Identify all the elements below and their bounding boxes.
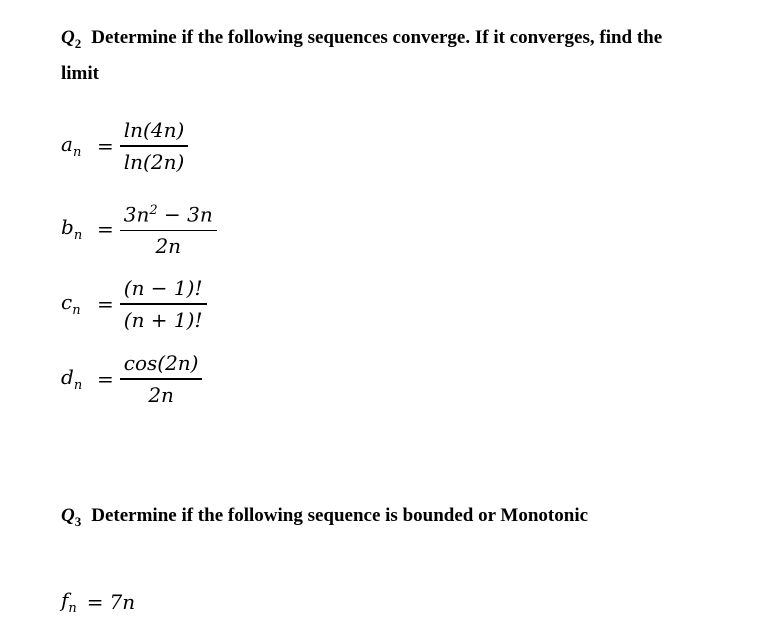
lhs-c: $c_n$ <box>61 289 81 318</box>
equation-f <box>61 588 135 616</box>
numerator-b: $3n^2 - 3n$ <box>123 202 213 227</box>
numerator-d: cos(2n) <box>123 351 199 375</box>
q3-heading <box>61 505 588 530</box>
fraction-b <box>120 196 217 261</box>
equals-sign: = <box>97 366 114 391</box>
fraction-d <box>120 348 203 410</box>
denominator-b: 2n <box>155 234 182 259</box>
lhs-d: $d_n$ <box>61 364 83 393</box>
denominator-c: (n + 1)! <box>123 307 203 332</box>
lhs-b: $b_n$ <box>61 214 83 243</box>
equation-b <box>61 196 217 261</box>
q3-label: $Q_3$ <box>61 505 82 529</box>
numerator-c: (n − 1)! <box>123 276 203 300</box>
fraction-a <box>120 115 189 177</box>
q2-text-line2: limit <box>61 63 99 84</box>
equation-d <box>61 348 202 410</box>
equals-sign: = <box>97 216 114 241</box>
equals-sign: = <box>97 133 114 158</box>
equation-c <box>61 273 207 335</box>
q2-heading <box>61 27 662 52</box>
q3-text: Determine if the following sequence is bounded or Monotonic <box>91 505 589 526</box>
fraction-c <box>120 273 207 335</box>
equals-sign: = <box>86 590 104 614</box>
q2-text-line1: Determine if the following sequences converge. If it converges, find the <box>91 27 663 48</box>
denominator-a: ln(2n) <box>123 149 185 174</box>
equation-a <box>61 115 188 177</box>
lhs-f: $f_n$ <box>61 588 77 616</box>
rhs-f: 7n <box>109 590 136 614</box>
numerator-a: ln(4n) <box>123 118 185 142</box>
q2-label: $Q_2$ <box>61 27 82 51</box>
equals-sign: = <box>97 291 114 316</box>
lhs-a: $a_n$ <box>61 131 82 160</box>
denominator-d: 2n <box>148 382 174 407</box>
